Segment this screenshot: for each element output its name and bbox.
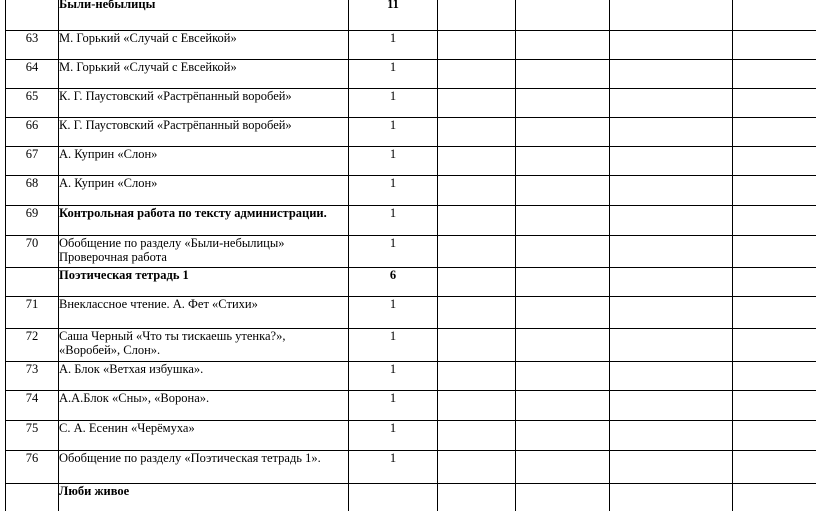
empty-cell: [610, 206, 733, 236]
lesson-title: М. Горький «Случай с Евсейкой»: [59, 31, 349, 60]
empty-cell: [733, 421, 816, 451]
table-row: [6, 421, 816, 451]
empty-cell: [516, 268, 610, 297]
table-row: [6, 60, 816, 89]
empty-cell: [610, 147, 733, 176]
table-row: [6, 362, 816, 391]
lesson-number: 65: [6, 89, 59, 118]
empty-cell: [438, 0, 516, 31]
empty-cell: [438, 31, 516, 60]
lesson-number: 72: [6, 329, 59, 362]
lesson-title: Внеклассное чтение. А. Фет «Стихи»: [59, 297, 349, 329]
table-row: [6, 118, 816, 147]
lesson-title: Контрольная работа по тексту администрации.: [59, 206, 349, 236]
empty-cell: [516, 329, 610, 362]
empty-cell: [733, 0, 816, 31]
empty-cell: [733, 362, 816, 391]
empty-cell: [516, 391, 610, 421]
hours-count: 11: [349, 0, 438, 31]
empty-cell: [733, 118, 816, 147]
hours-count: 1: [349, 451, 438, 484]
lesson-number: 63: [6, 31, 59, 60]
empty-cell: [516, 89, 610, 118]
empty-cell: [438, 147, 516, 176]
empty-cell: [438, 362, 516, 391]
empty-cell: [438, 176, 516, 206]
hours-count: 1: [349, 236, 438, 268]
table-row: [6, 329, 816, 362]
empty-cell: [438, 451, 516, 484]
empty-cell: [733, 89, 816, 118]
empty-cell: [516, 118, 610, 147]
empty-cell: [516, 421, 610, 451]
lesson-number: 66: [6, 118, 59, 147]
hours-count: 6: [349, 268, 438, 297]
empty-cell: [516, 484, 610, 511]
table-row: [6, 0, 816, 31]
empty-cell: [516, 236, 610, 268]
empty-cell: [438, 268, 516, 297]
empty-cell: [733, 329, 816, 362]
table-row: [6, 206, 816, 236]
empty-cell: [516, 297, 610, 329]
hours-count: [349, 484, 438, 511]
lesson-number: 75: [6, 421, 59, 451]
empty-cell: [610, 60, 733, 89]
empty-cell: [516, 60, 610, 89]
hours-count: 1: [349, 206, 438, 236]
lesson-title: Обобщение по разделу «Были-небылицы» Проверочная работа: [59, 236, 349, 268]
empty-cell: [516, 176, 610, 206]
empty-cell: [516, 451, 610, 484]
empty-cell: [610, 118, 733, 147]
hours-count: 1: [349, 89, 438, 118]
hours-count: 1: [349, 421, 438, 451]
empty-cell: [516, 362, 610, 391]
empty-cell: [438, 236, 516, 268]
empty-cell: [733, 31, 816, 60]
empty-cell: [610, 421, 733, 451]
hours-count: 1: [349, 31, 438, 60]
empty-cell: [733, 236, 816, 268]
lesson-number: [6, 0, 59, 31]
empty-cell: [610, 31, 733, 60]
empty-cell: [733, 206, 816, 236]
empty-cell: [610, 176, 733, 206]
empty-cell: [733, 147, 816, 176]
lesson-number: 64: [6, 60, 59, 89]
lesson-number: 67: [6, 147, 59, 176]
empty-cell: [438, 421, 516, 451]
empty-cell: [438, 60, 516, 89]
empty-cell: [516, 31, 610, 60]
hours-count: 1: [349, 362, 438, 391]
empty-cell: [438, 297, 516, 329]
section-title: Были-небылицы: [59, 0, 349, 31]
lesson-number: 68: [6, 176, 59, 206]
hours-count: 1: [349, 391, 438, 421]
table-row: [6, 484, 816, 511]
lesson-number: 71: [6, 297, 59, 329]
hours-count: 1: [349, 60, 438, 89]
empty-cell: [438, 391, 516, 421]
hours-count: 1: [349, 329, 438, 362]
lesson-number: [6, 268, 59, 297]
table-row: [6, 451, 816, 484]
lesson-number: 69: [6, 206, 59, 236]
hours-count: 1: [349, 176, 438, 206]
empty-cell: [610, 484, 733, 511]
lesson-title: Обобщение по разделу «Поэтическая тетрадь 1».: [59, 451, 349, 484]
empty-cell: [516, 206, 610, 236]
table-row: [6, 31, 816, 60]
hours-count: 1: [349, 147, 438, 176]
lesson-title: К. Г. Паустовский «Растрёпанный воробей»: [59, 118, 349, 147]
empty-cell: [438, 206, 516, 236]
empty-cell: [610, 362, 733, 391]
table-row: [6, 297, 816, 329]
hours-count: 1: [349, 297, 438, 329]
lesson-title: А.А.Блок «Сны», «Ворона».: [59, 391, 349, 421]
empty-cell: [516, 147, 610, 176]
empty-cell: [610, 236, 733, 268]
section-title: Люби живое: [59, 484, 349, 511]
lesson-plan-table: [5, 0, 816, 511]
lesson-title: М. Горький «Случай с Евсейкой»: [59, 60, 349, 89]
table-row: [6, 176, 816, 206]
table-row: [6, 236, 816, 268]
lesson-number: 76: [6, 451, 59, 484]
lesson-number: 73: [6, 362, 59, 391]
lesson-title: К. Г. Паустовский «Растрёпанный воробей»: [59, 89, 349, 118]
empty-cell: [516, 0, 610, 31]
lesson-title: Саша Черный «Что ты тискаешь утенка?», «Воробей», Слон».: [59, 329, 349, 362]
section-title: Поэтическая тетрадь 1: [59, 268, 349, 297]
lesson-title: С. А. Есенин «Черёмуха»: [59, 421, 349, 451]
empty-cell: [733, 176, 816, 206]
lesson-title: А. Блок «Ветхая избушка».: [59, 362, 349, 391]
empty-cell: [733, 297, 816, 329]
empty-cell: [438, 484, 516, 511]
lesson-number: [6, 484, 59, 511]
table-row: [6, 89, 816, 118]
empty-cell: [733, 451, 816, 484]
empty-cell: [733, 268, 816, 297]
lesson-title: А. Куприн «Слон»: [59, 176, 349, 206]
empty-cell: [610, 0, 733, 31]
empty-cell: [733, 391, 816, 421]
lesson-number: 70: [6, 236, 59, 268]
lesson-title: А. Куприн «Слон»: [59, 147, 349, 176]
empty-cell: [610, 297, 733, 329]
empty-cell: [610, 391, 733, 421]
empty-cell: [438, 89, 516, 118]
table-row: [6, 391, 816, 421]
empty-cell: [610, 89, 733, 118]
empty-cell: [733, 60, 816, 89]
table-row: [6, 268, 816, 297]
empty-cell: [610, 268, 733, 297]
empty-cell: [438, 118, 516, 147]
table-row: [6, 147, 816, 176]
lesson-number: 74: [6, 391, 59, 421]
empty-cell: [438, 329, 516, 362]
hours-count: 1: [349, 118, 438, 147]
empty-cell: [610, 329, 733, 362]
empty-cell: [610, 451, 733, 484]
empty-cell: [733, 484, 816, 511]
